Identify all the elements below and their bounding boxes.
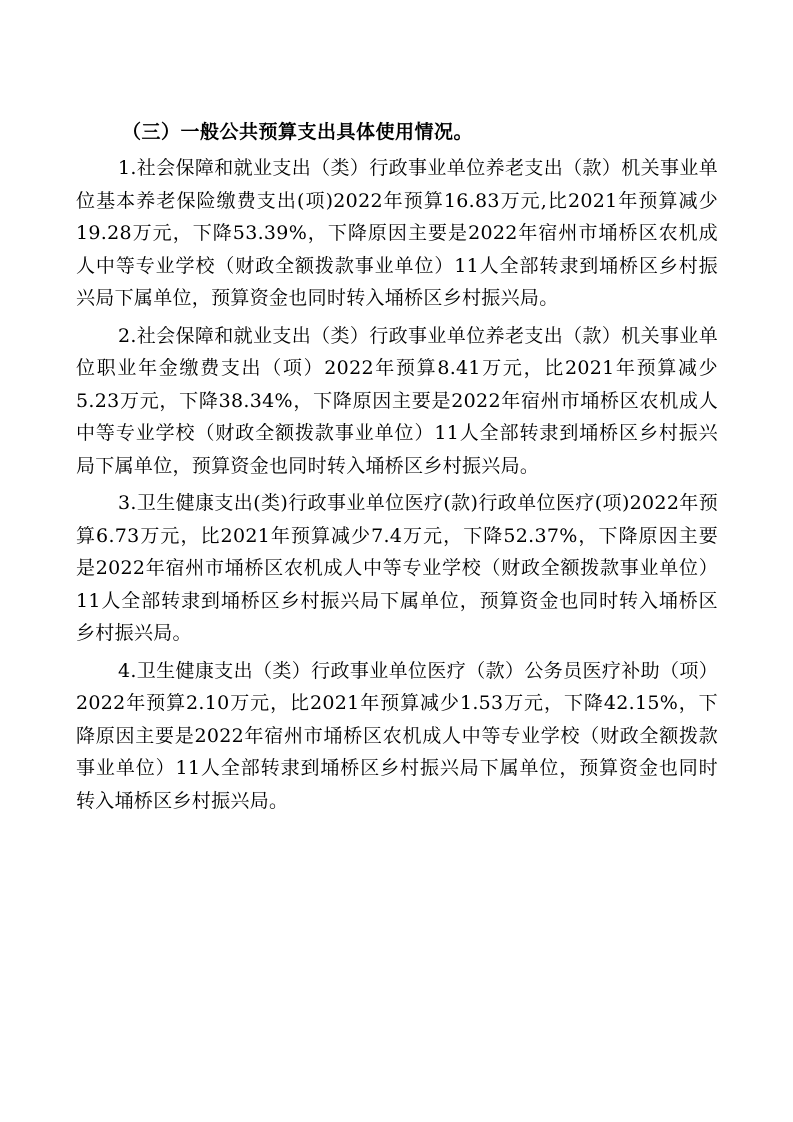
paragraph-4: 4.卫生健康支出（类）行政事业单位医疗（款）公务员医疗补助（项）2022年预算2.10万元，比2021年预算减少1.53万元，下降42.15%，下降原因主要是2022年宿州市埇桥区农机成人中等专业学校（财政全额拨款事业单位）11人全部转隶到埇桥区乡村振兴局下属单位，预算资金也同时转入埇桥区乡村振兴局。 xyxy=(76,659,718,812)
paragraph-3: 3.卫生健康支出(类)行政事业单位医疗(款)行政单位医疗(项)2022年预算6.73万元，比2021年预算减少7.4万元，下降52.37%，下降原因主要是2022年宿州市埇桥区农机成人中等专业学校（财政全额拨款事业单位）11人全部转隶到埇桥区乡村振兴局下属单位，预算资金也同时转入埇桥区乡村振兴局。 xyxy=(76,492,718,644)
paragraph-1: 1.社会保障和就业支出（类）行政事业单位养老支出（款）机关事业单位基本养老保险缴费支出(项)2022年预算16.83万元,比2021年预算减少19.28万元，下降53.39%，下降原因主要是2022年宿州市埇桥区农机成人中等专业学校（财政全额拨款事业单位）11人全部转隶到埇桥区乡村振兴局下属单位，预算资金也同时转入埇桥区乡村振兴局。 xyxy=(76,157,718,309)
document-page xyxy=(76,116,718,822)
section-heading: （三）一般公共预算支出具体使用情况。 xyxy=(122,121,474,143)
paragraph-2: 2.社会保障和就业支出（类）行政事业单位养老支出（款）机关事业单位职业年金缴费支出（项）2022年预算8.41万元，比2021年预算减少5.23万元，下降38.34%，下降原因主要是2022年宿州市埇桥区农机成人中等专业学校（财政全额拨款事业单位）11人全部转隶到埇桥区乡村振兴局下属单位，预算资金也同时转入埇桥区乡村振兴局。 xyxy=(76,324,718,477)
